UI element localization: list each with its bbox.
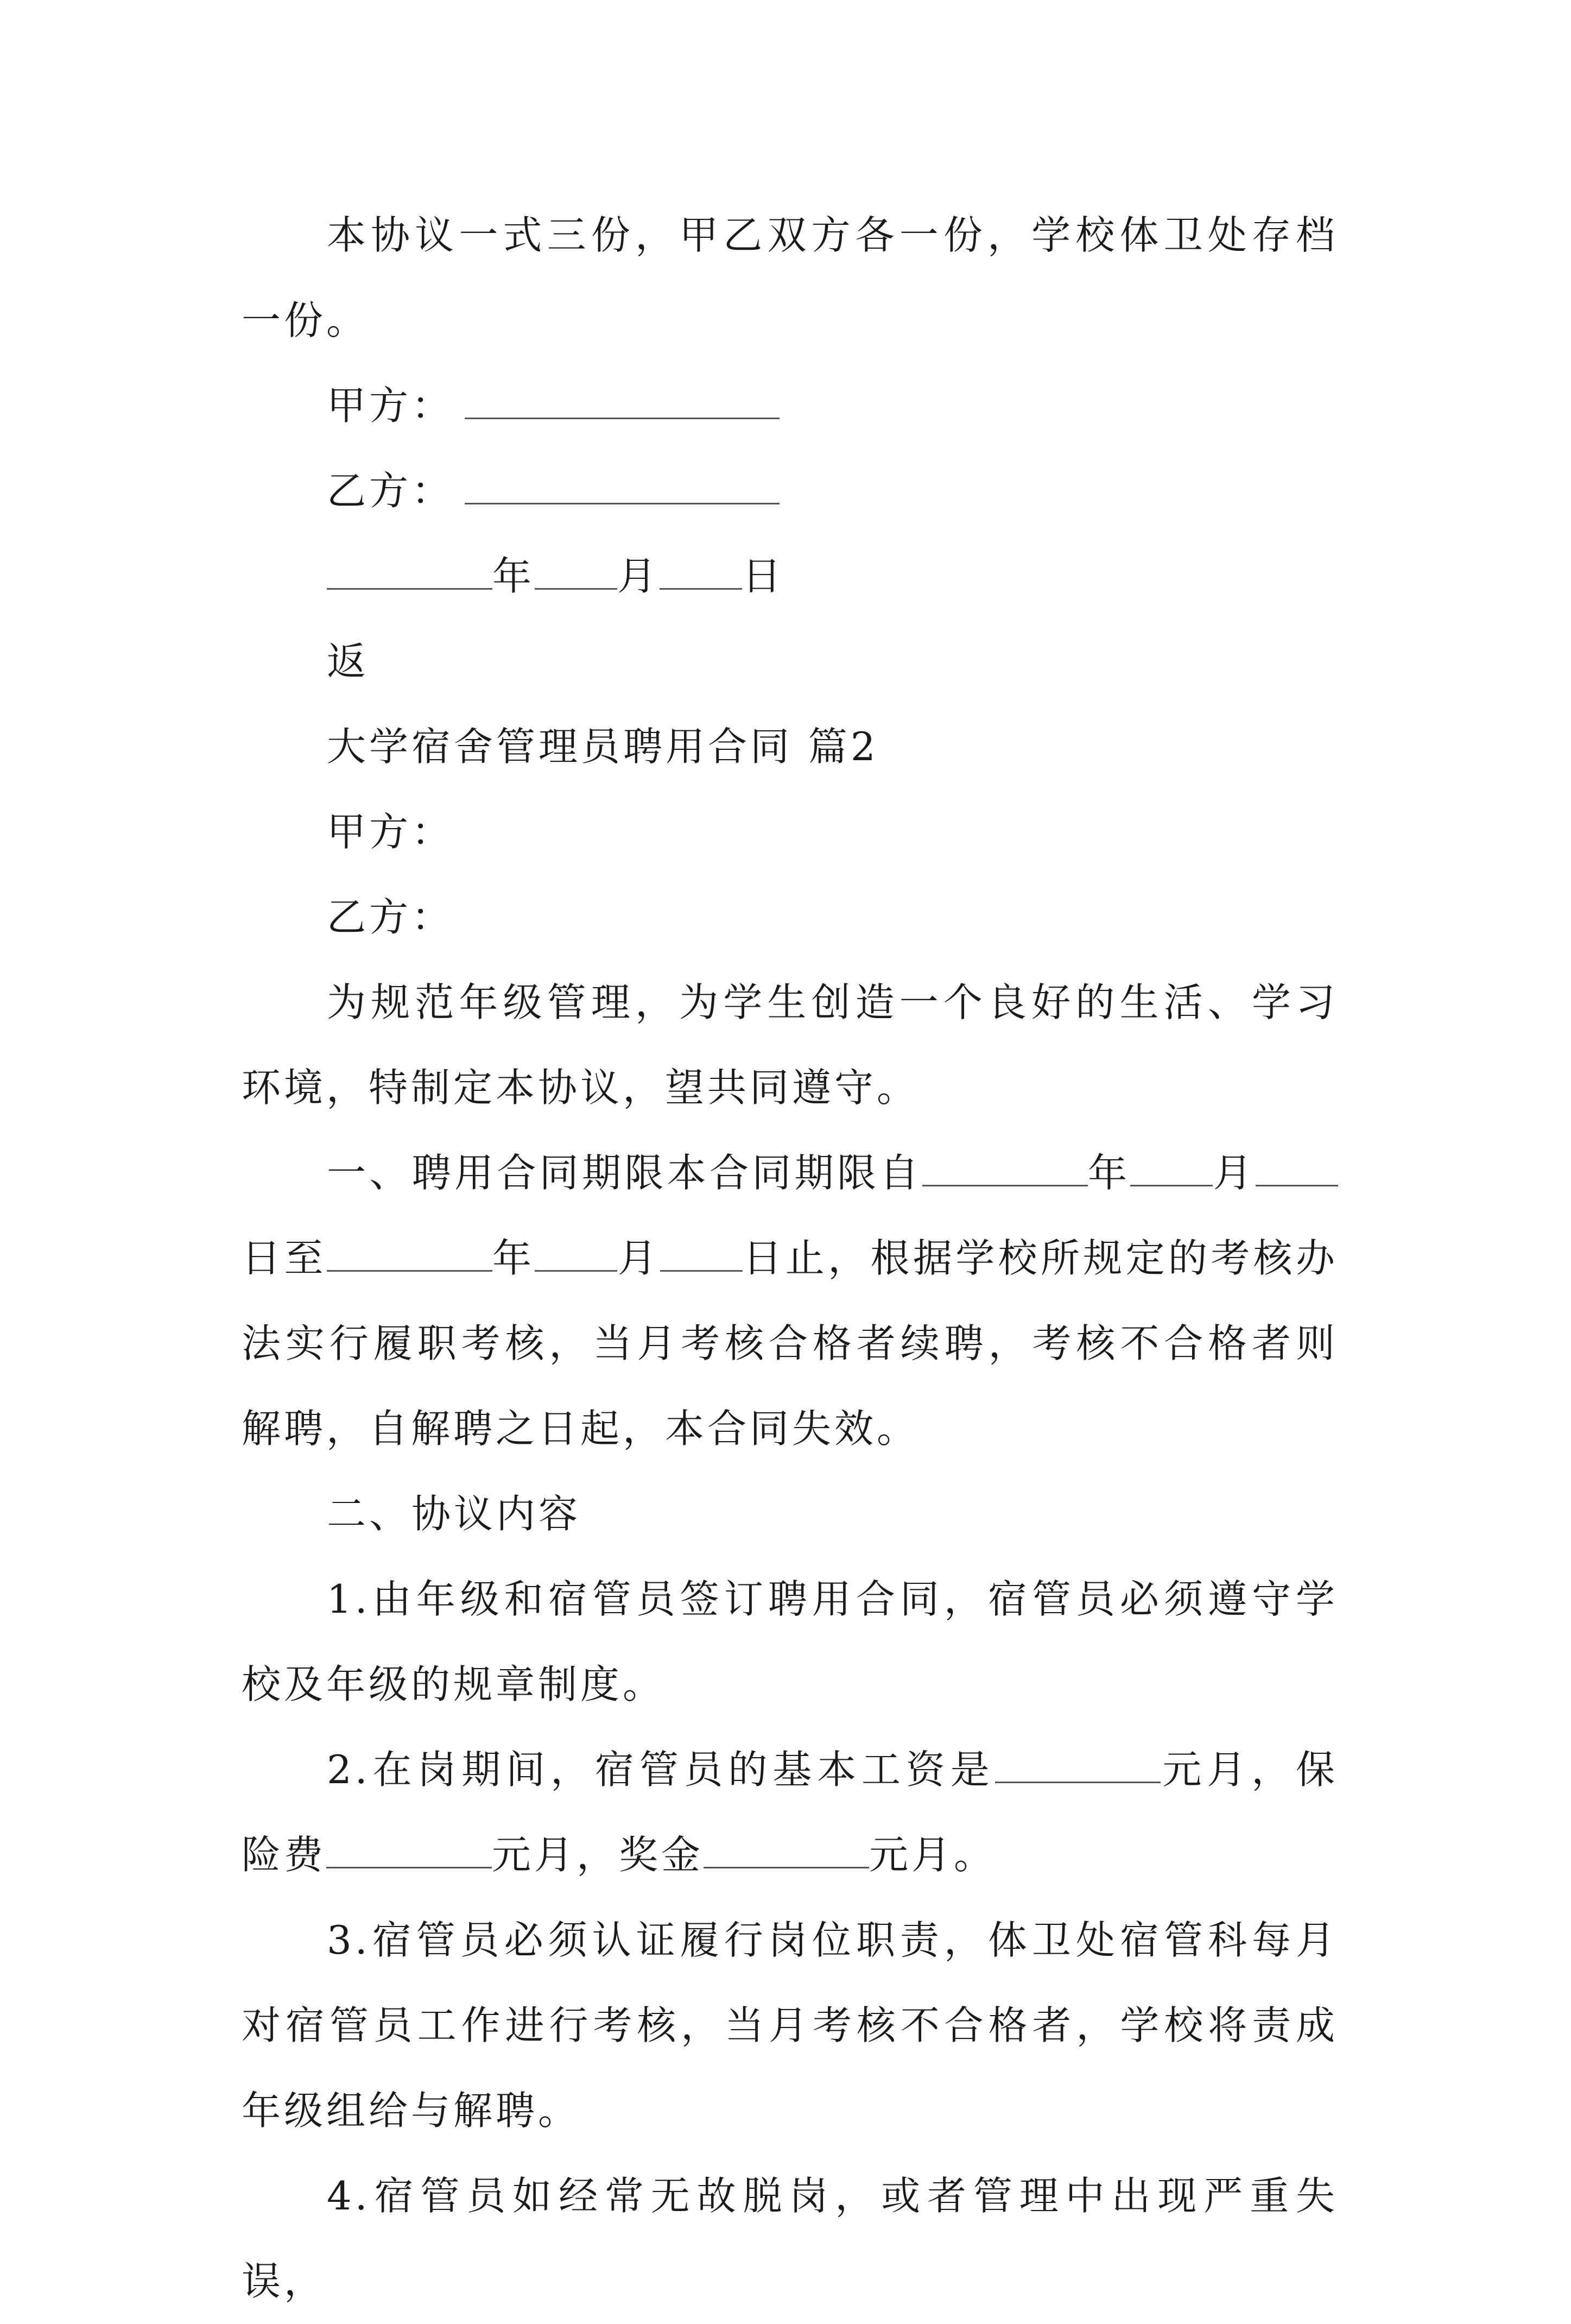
party-a-label-2: 甲方：	[327, 809, 454, 855]
item-1: 1.由年级和宿管员签订聘用合同，宿管员必须遵守学校及年级的规章制度。	[242, 1576, 1338, 1707]
end-month-label: 月	[617, 1235, 661, 1281]
month-blank	[535, 557, 617, 590]
signing-date-line	[242, 534, 1338, 619]
party-a-blank	[465, 386, 780, 419]
end-year-blank	[327, 1239, 492, 1272]
item-2-end: 元月。	[869, 1832, 997, 1878]
start-year-label: 年	[1087, 1150, 1131, 1196]
end-day-blank	[660, 1239, 743, 1272]
copies-clause: 本协议一式三份，甲乙双方各一份，学校体卫处存档一份。	[242, 212, 1338, 343]
section-2-heading: 二、协议内容	[327, 1491, 581, 1537]
item-2-lead: 2.在岗期间，宿管员的基本工资是	[327, 1747, 995, 1792]
item-4: 4.宿管员如经常无故脱岗，或者管理中出现严重失误，	[242, 2173, 1338, 2304]
item-2-salary	[242, 1727, 1338, 1898]
item-2-bonus-label: 元月，奖金	[492, 1832, 704, 1878]
start-day-blank	[1256, 1153, 1338, 1186]
document-body	[242, 193, 1338, 2324]
section-1-rest: 日止，根据学校所规定的考核办法实行履职考核，当月考核合格者续聘，考核不合格者则解聘，自解聘之日起，本合同失效。	[242, 1235, 1338, 1451]
year-blank	[327, 557, 492, 590]
start-year-blank	[922, 1153, 1088, 1186]
year-label: 年	[492, 553, 535, 599]
party-a-signature-line	[242, 363, 1338, 449]
party-b-signature-line	[242, 449, 1338, 534]
party-b-label: 乙方：	[327, 468, 454, 514]
party-b-blank	[465, 471, 780, 504]
insurance-blank	[326, 1835, 492, 1868]
end-year-label: 年	[492, 1235, 535, 1281]
section-1-term	[242, 1131, 1338, 1472]
section-1-lead: 一、聘用合同期限本合同期限自	[327, 1150, 922, 1196]
item-3: 3.宿管员必须认证履行岗位职责，体卫处宿管科每月对宿管员工作进行考核，当月考核不合格者，学校将责成年级组给与解聘。	[242, 1917, 1338, 2133]
start-month-blank	[1130, 1153, 1213, 1186]
contract-title: 大学宿舍管理员聘用合同 篇2	[327, 724, 879, 769]
month-label: 月	[617, 553, 660, 599]
base-salary-blank	[995, 1750, 1161, 1783]
day-blank	[660, 557, 742, 590]
end-month-blank	[535, 1239, 617, 1272]
party-b-label-2: 乙方：	[327, 894, 454, 940]
item-2-insurance-label: 元月，保险费	[242, 1747, 1338, 1878]
bonus-blank	[704, 1835, 869, 1868]
back-link[interactable]: 返	[327, 639, 370, 684]
day-label: 日	[742, 553, 785, 599]
start-month-label: 月	[1213, 1150, 1256, 1196]
intro-paragraph: 为规范年级管理，为学生创造一个良好的生活、学习环境，特制定本协议，望共同遵守。	[242, 980, 1338, 1110]
party-a-label: 甲方：	[327, 383, 454, 428]
start-day-to-label: 日至	[242, 1235, 327, 1281]
